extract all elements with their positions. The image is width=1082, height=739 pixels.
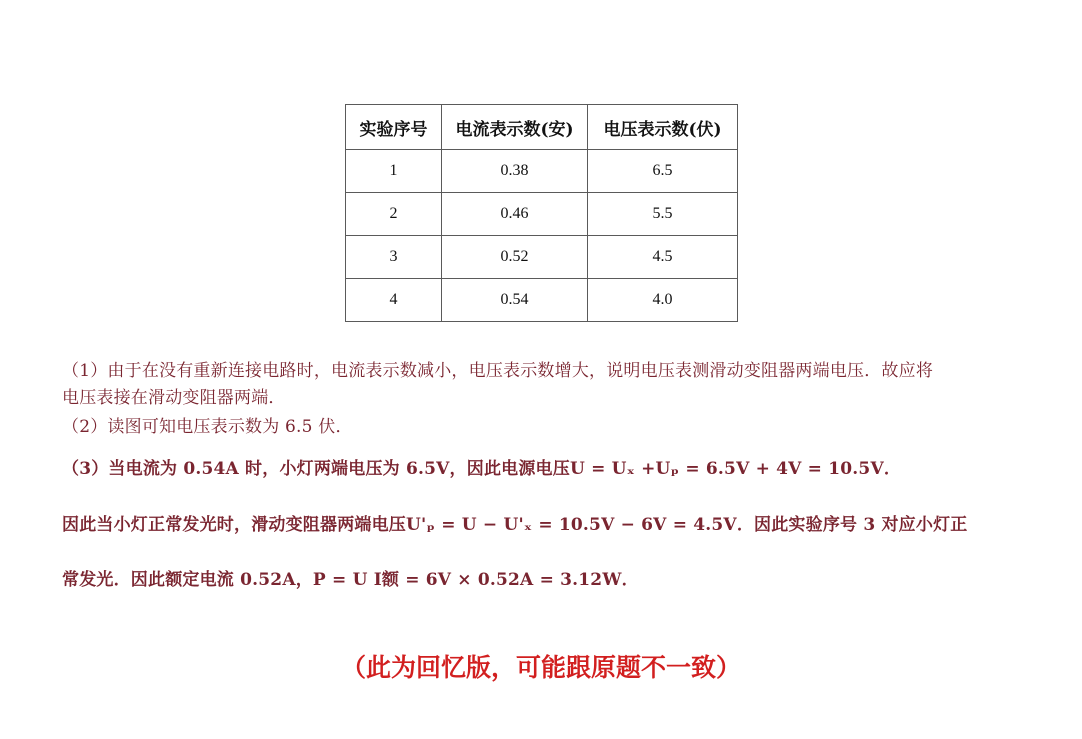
trial-number-cell: 3 (346, 236, 442, 279)
column-header-voltage: 电压表示数(伏) (588, 105, 738, 150)
current-cell: 0.46 (442, 193, 588, 236)
solution-part2: （2）读图可知电压表示数为 6.5 伏． (62, 417, 353, 437)
voltage-cell: 4.5 (588, 236, 738, 279)
trial-number-cell: 2 (346, 193, 442, 236)
solution-part3-line1: （3）当电流为 0.54A 时，小灯两端电压为 6.5V，因此电源电压U = Uₓ +Uₚ = 6.5V + 4V = 10.5V． (62, 459, 902, 479)
table-row (346, 236, 738, 279)
solution-part1-line2: 电压表接在滑动变阻器两端． (62, 388, 286, 408)
current-cell: 0.52 (442, 236, 588, 279)
table-row (346, 193, 738, 236)
current-cell: 0.54 (442, 279, 588, 322)
table-row (346, 150, 738, 193)
solution-part3-line2: 因此当小灯正常发光时，滑动变阻器两端电压U'ₚ = U − U'ₓ = 10.5V − 6V = 4.5V．因此实验序号 3 对应小灯正 (62, 515, 968, 535)
current-cell: 0.38 (442, 150, 588, 193)
table-header-row (346, 105, 738, 150)
solution-part1-line1: （1）由于在没有重新连接电路时，电流表示数减小，电压表示数增大，说明电压表测滑动变阻器两端电压．故应将 (62, 361, 934, 381)
voltage-cell: 5.5 (588, 193, 738, 236)
column-header-current: 电流表示数(安) (442, 105, 588, 150)
experiment-data-table (345, 104, 738, 322)
trial-number-cell: 4 (346, 279, 442, 322)
voltage-cell: 4.0 (588, 279, 738, 322)
recall-version-notice: （此为回忆版，可能跟原题不一致） (340, 653, 741, 682)
column-header-trial-number: 实验序号 (346, 105, 442, 150)
solution-part3-line3: 常发光．因此额定电流 0.52A，P = U I额 = 6V × 0.52A = 3.12W． (62, 570, 639, 590)
trial-number-cell: 1 (346, 150, 442, 193)
table-row (346, 279, 738, 322)
voltage-cell: 6.5 (588, 150, 738, 193)
